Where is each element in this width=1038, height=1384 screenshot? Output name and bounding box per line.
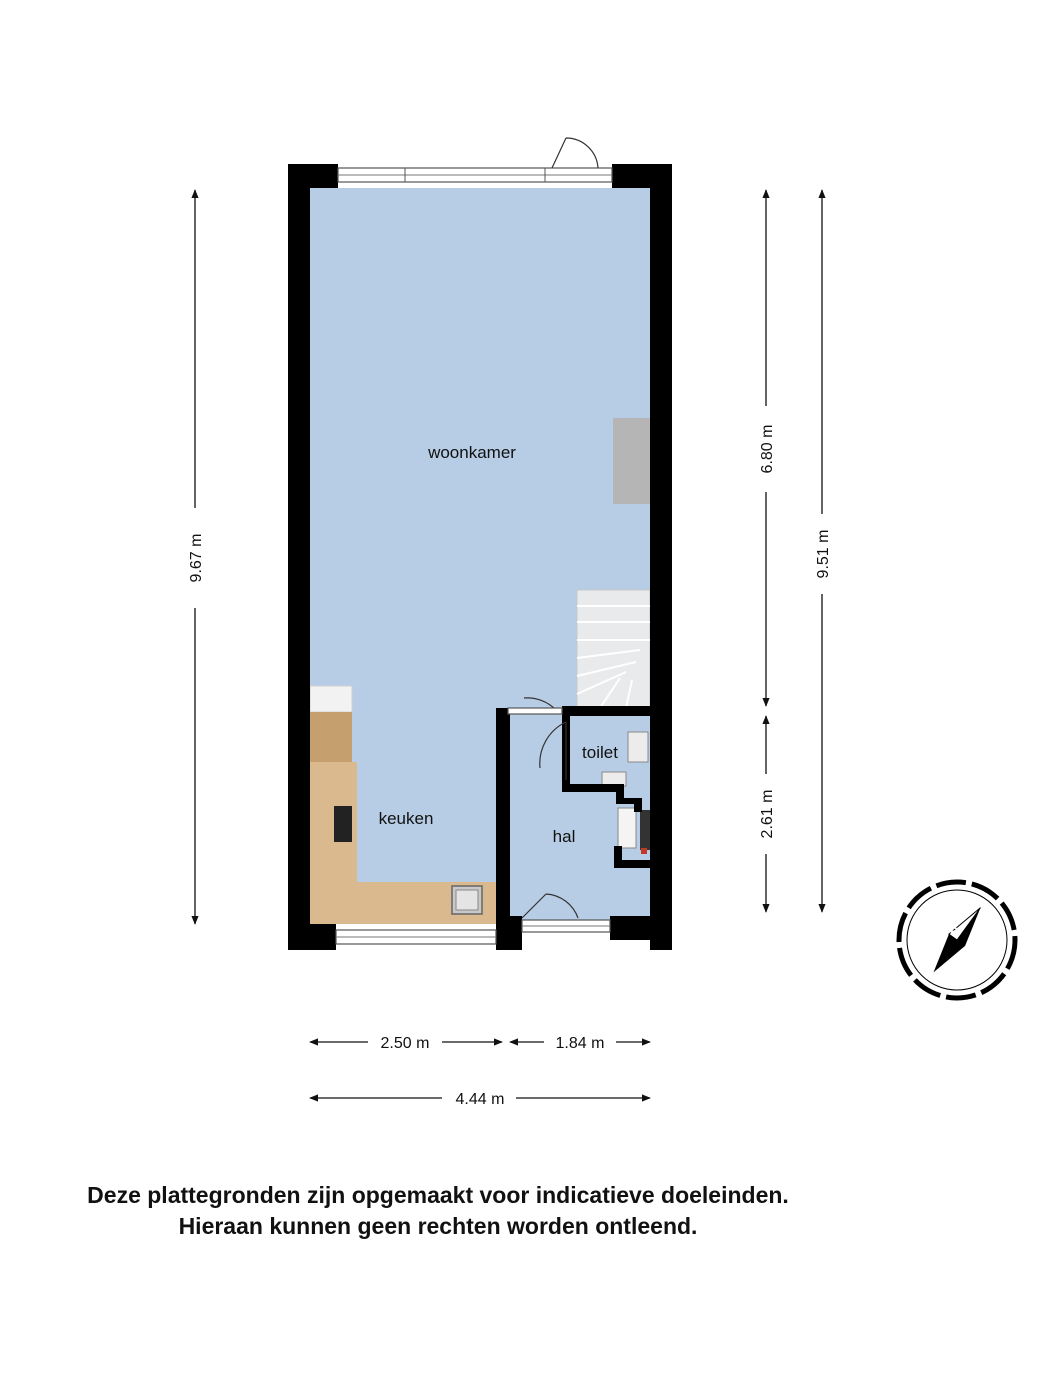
compass-icon	[899, 882, 1015, 998]
label-woonkamer: woonkamer	[428, 443, 516, 462]
disclaimer	[0, 1180, 876, 1242]
door-top-swing	[552, 138, 598, 168]
dim-left-height: 9.67 m	[188, 533, 205, 583]
dim-right-lower: 2.61 m	[759, 789, 776, 839]
floor-areas	[310, 188, 650, 924]
dim-bottom-left: 2.50 m	[380, 1035, 430, 1052]
label-toilet: toilet	[582, 743, 618, 762]
label-keuken: keuken	[378, 809, 434, 828]
dim-right-total: 9.51 m	[815, 529, 832, 579]
dim-right-upper: 6.80 m	[759, 424, 776, 474]
disclaimer-line-2: Hieraan kunnen geen rechten worden ontleend.	[178, 1213, 698, 1239]
label-hal: hal	[552, 827, 576, 846]
toilet-bowl	[628, 732, 648, 762]
kitchen-cabinet	[310, 712, 352, 762]
disclaimer-line-1: Deze plattegronden zijn opgemaakt voor indicatieve doeleinden.	[87, 1182, 789, 1208]
meter-cupboard	[618, 808, 650, 854]
washbasin	[602, 772, 626, 786]
staircase	[577, 590, 650, 708]
fridge	[310, 686, 352, 712]
dim-bottom-right: 1.84 m	[555, 1035, 605, 1052]
compass-north-label: N	[947, 923, 964, 940]
cooktop	[334, 806, 352, 842]
fireplace	[613, 418, 650, 504]
dim-bottom-total: 4.44 m	[455, 1091, 505, 1108]
